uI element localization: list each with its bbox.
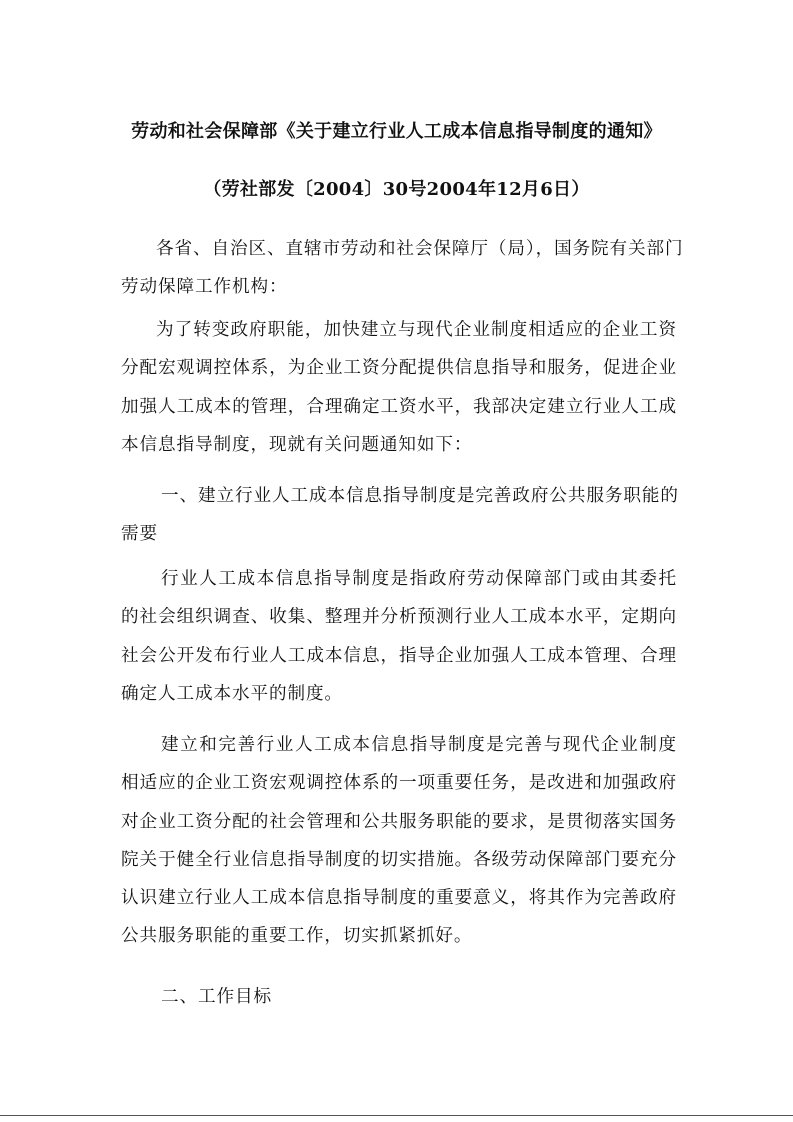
page-bottom-rule <box>0 1115 793 1116</box>
heading-line: 二、工作目标 <box>161 987 272 1007</box>
paragraph-definition <box>121 560 677 713</box>
paragraph-line: 分配宏观调控体系，为企业工资分配提供信息指导和服务，促进企业 <box>121 358 677 379</box>
paragraph-line: 为了转变政府职能，加快建立与现代企业制度相适应的企业工资 <box>156 320 677 340</box>
section-1-heading <box>121 477 677 554</box>
paragraph-line: 加强人工成本的管理，合理确定工资水平，我部决定建立行业人工成 <box>121 396 677 417</box>
heading-line: 需要 <box>121 524 158 545</box>
paragraph-line: 社会公开发布行业人工成本信息，指导企业加强人工成本管理、合理 <box>121 645 677 666</box>
paragraph-line: 确定人工成本水平的制度。 <box>121 683 343 704</box>
paragraph-line: 建立和完善行业人工成本信息指导制度是完善与现代企业制度 <box>161 735 677 755</box>
paragraph-line: 认识建立行业人工成本信息指导制度的重要意义，将其作为完善政府 <box>121 888 677 909</box>
paragraph-importance <box>121 726 677 956</box>
paragraph-intro <box>121 311 677 464</box>
document-title: 劳动和社会保障部《关于建立行业人工成本信息指导制度的通知》 <box>131 121 662 142</box>
paragraph-line: 相适应的企业工资宏观调控体系的一项重要任务，是改进和加强政府 <box>121 773 677 794</box>
addressee-line: 劳动保障工作机构： <box>121 277 288 298</box>
paragraph-line: 对企业工资分配的社会管理和公共服务职能的要求，是贯彻落实国务 <box>121 811 677 832</box>
paragraph-line: 行业人工成本信息指导制度是指政府劳动保障部门或由其委托 <box>161 569 677 589</box>
section-2-heading <box>121 978 677 1016</box>
paragraph-line: 本信息指导制度，现就有关问题通知如下： <box>121 434 473 455</box>
paragraph-line: 公共服务职能的重要工作，切实抓紧抓好。 <box>121 926 473 947</box>
document-subtitle: （劳社部发〔2004〕30号2004年12月6日） <box>203 179 590 200</box>
paragraph-line: 的社会组织调查、收集、整理并分析预测行业人工成本水平，定期向 <box>121 607 677 628</box>
paragraph-line: 院关于健全行业信息指导制度的切实措施。各级劳动保障部门要充分 <box>121 849 677 870</box>
addressee-paragraph <box>121 230 684 307</box>
addressee-line: 各省、自治区、直辖市劳动和社会保障厅（局），国务院有关部门 <box>156 239 684 259</box>
heading-line: 一、建立行业人工成本信息指导制度是完善政府公共服务职能的 <box>161 486 679 506</box>
